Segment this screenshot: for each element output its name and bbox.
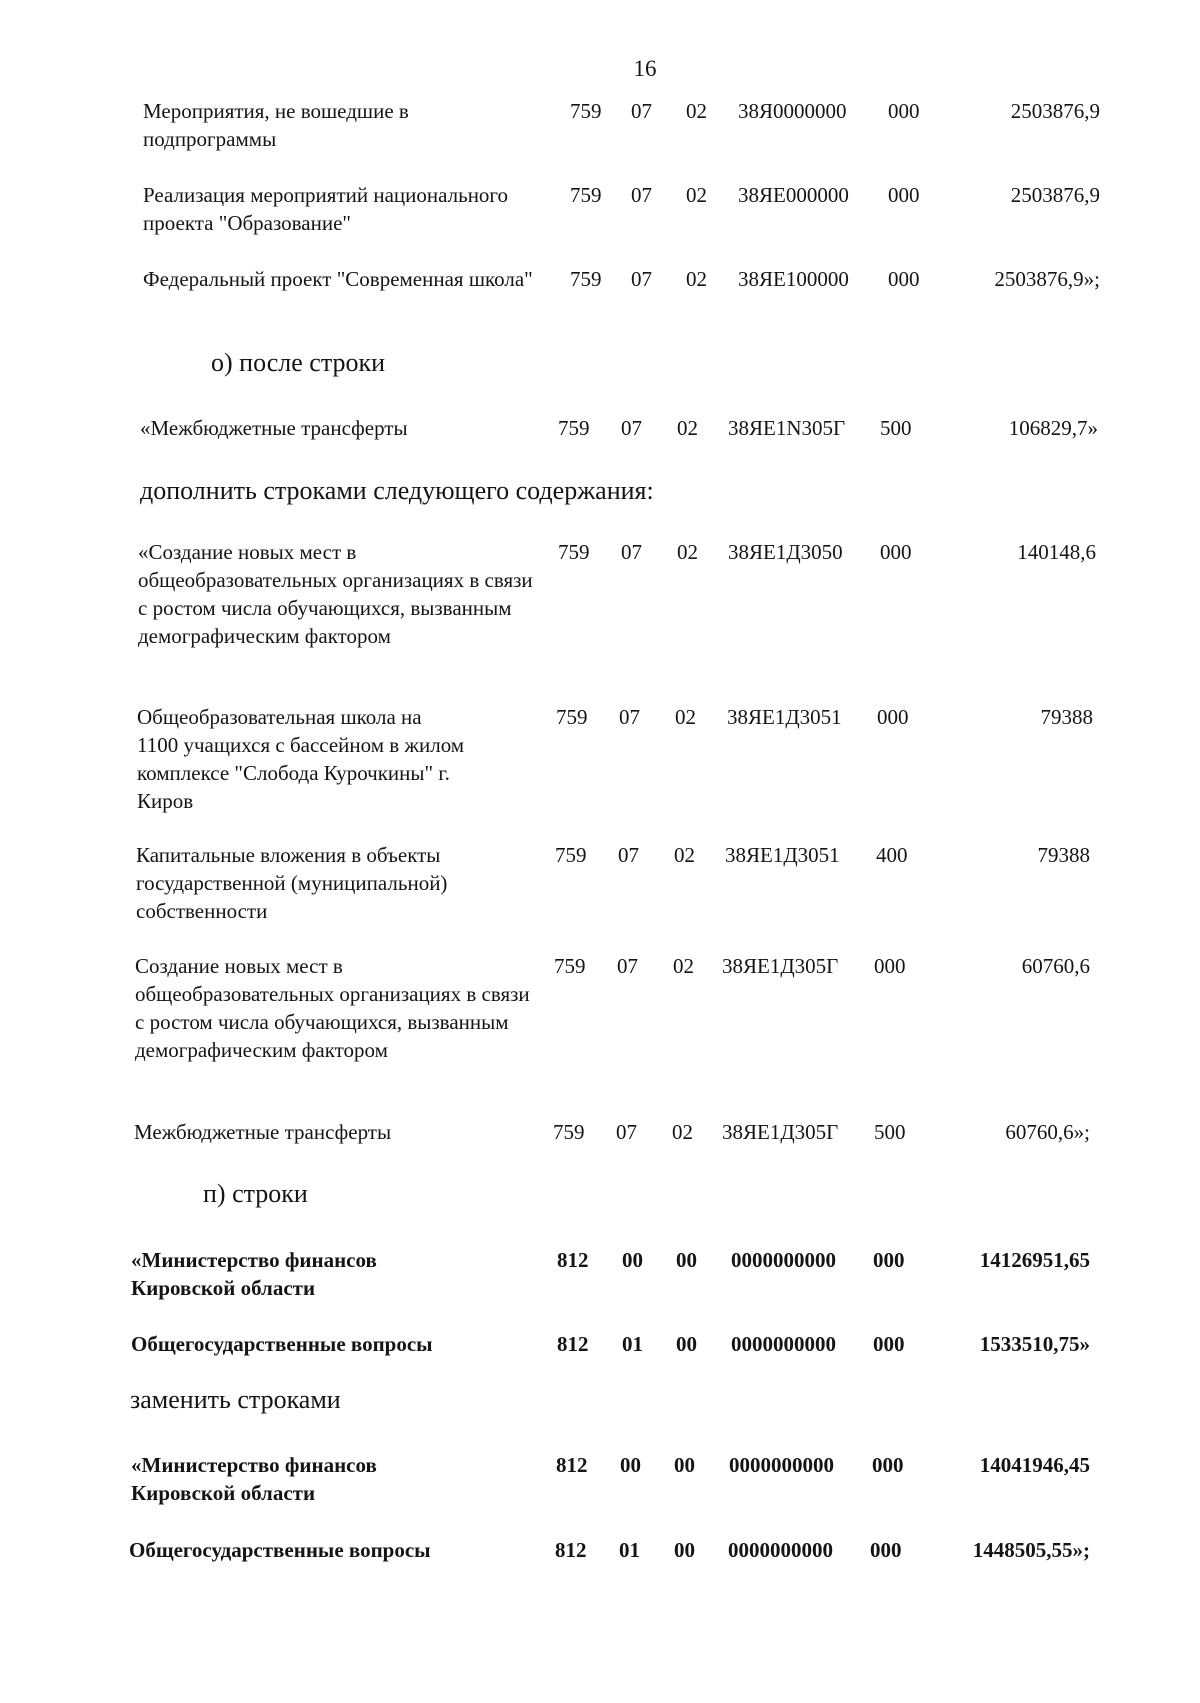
expense-type-code: 000 [870, 1538, 902, 1562]
target-article-code: 38ЯЕ1Д3051 [727, 705, 842, 729]
subsection-code: 02 [677, 540, 698, 564]
instruction-add-lines: дополнить строками следующего содержания: [140, 476, 654, 505]
subsection-code: 02 [677, 416, 698, 440]
target-article-code: 38ЯЕ1N305Г [728, 416, 846, 440]
amount-value: 2503876,9 [1010, 99, 1100, 123]
section-code: 01 [622, 1332, 643, 1356]
section-code: 00 [622, 1248, 643, 1272]
row-name: Реализация мероприятий национального проекта "Образование" [143, 183, 509, 235]
instruction-after-line: о) после строки [211, 348, 386, 377]
admin-code: 759 [556, 705, 588, 729]
admin-code: 812 [556, 1453, 588, 1477]
section-code: 01 [619, 1538, 640, 1562]
admin-code: 759 [553, 1120, 585, 1144]
section-code: 07 [621, 416, 642, 440]
admin-code: 759 [558, 416, 590, 440]
admin-code: 759 [554, 954, 586, 978]
amount-value: 1448505,55»; [972, 1538, 1090, 1562]
subsection-code: 02 [686, 99, 707, 123]
row-name: Межбюджетные трансферты [134, 1120, 392, 1144]
subsection-code: 02 [674, 843, 695, 867]
admin-code: 759 [558, 540, 590, 564]
amount-value: 60760,6»; [1005, 1120, 1090, 1144]
section-code: 07 [616, 1120, 637, 1144]
amount-value: 79388 [1037, 843, 1090, 867]
expense-type-code: 000 [888, 99, 920, 123]
amount-value: 79388 [1040, 705, 1093, 729]
subsection-code: 02 [673, 954, 694, 978]
admin-code: 812 [555, 1538, 587, 1562]
row-name: «Создание новых мест в общеобразовательных организациях в связи с ростом числа обучающихся, вызванным демографическим фактором [138, 540, 533, 648]
expense-type-code: 400 [876, 843, 908, 867]
row-name: Общегосударственные вопросы [129, 1538, 431, 1562]
section-code: 07 [619, 705, 640, 729]
admin-code: 759 [570, 267, 602, 291]
expense-type-code: 000 [874, 954, 906, 978]
subsection-code: 02 [686, 183, 707, 207]
row-name: «Министерство финансов Кировской области [131, 1248, 377, 1300]
amount-value: 14041946,45 [979, 1453, 1090, 1477]
subsection-code: 00 [674, 1538, 695, 1562]
section-code: 07 [617, 954, 638, 978]
page-number: 16 [633, 56, 657, 81]
target-article-code: 0000000000 [731, 1248, 836, 1272]
target-article-code: 38ЯЕ000000 [738, 183, 849, 207]
row-name: Федеральный проект "Современная школа" [143, 267, 533, 291]
section-code: 07 [621, 540, 642, 564]
section-code: 07 [631, 267, 652, 291]
subsection-code: 02 [675, 705, 696, 729]
amount-value: 106829,7» [1008, 416, 1098, 440]
subsection-code: 00 [674, 1453, 695, 1477]
target-article-code: 0000000000 [729, 1453, 834, 1477]
expense-type-code: 000 [888, 183, 920, 207]
amount-value: 2503876,9 [1010, 183, 1100, 207]
amount-value: 60760,6 [1021, 954, 1090, 978]
admin-code: 759 [570, 183, 602, 207]
instruction-lines: п) строки [203, 1179, 308, 1208]
amount-value: 2503876,9»; [994, 267, 1100, 291]
target-article-code: 38ЯЕ1Д3050 [728, 540, 843, 564]
row-name: «Министерство финансов Кировской области [131, 1453, 377, 1505]
subsection-code: 00 [676, 1248, 697, 1272]
instruction-replace-lines: заменить строками [130, 1385, 341, 1414]
expense-type-code: 000 [877, 705, 909, 729]
section-code: 07 [631, 183, 652, 207]
subsection-code: 00 [676, 1332, 697, 1356]
row-name: Общеобразовательная школа на 1100 учащихся с бассейном в жилом комплексе "Слобода Курочкины" г. Киров [137, 705, 465, 813]
target-article-code: 0000000000 [731, 1332, 836, 1356]
target-article-code: 38ЯЕ1Д305Г [722, 1120, 839, 1144]
expense-type-code: 500 [874, 1120, 906, 1144]
expense-type-code: 000 [880, 540, 912, 564]
amount-value: 14126951,65 [979, 1248, 1090, 1272]
target-article-code: 38ЯЕ1Д305Г [722, 954, 839, 978]
expense-type-code: 000 [872, 1453, 904, 1477]
admin-code: 812 [557, 1332, 589, 1356]
row-name: Общегосударственные вопросы [131, 1332, 433, 1356]
row-name: Мероприятия, не вошедшие в подпрограммы [143, 99, 409, 151]
amount-value: 140148,6 [1017, 540, 1096, 564]
admin-code: 759 [570, 99, 602, 123]
expense-type-code: 000 [873, 1248, 905, 1272]
expense-type-code: 500 [880, 416, 912, 440]
row-name: Создание новых мест в общеобразовательных организациях в связи с ростом числа обучающихся, вызванным демографическим фактором [135, 954, 530, 1062]
subsection-code: 02 [672, 1120, 693, 1144]
section-code: 07 [618, 843, 639, 867]
admin-code: 759 [555, 843, 587, 867]
expense-type-code: 000 [888, 267, 920, 291]
subsection-code: 02 [686, 267, 707, 291]
expense-type-code: 000 [873, 1332, 905, 1356]
target-article-code: 38ЯЕ1Д3051 [725, 843, 840, 867]
target-article-code: 38ЯЕ100000 [738, 267, 849, 291]
section-code: 07 [631, 99, 652, 123]
target-article-code: 0000000000 [728, 1538, 833, 1562]
amount-value: 1533510,75» [979, 1332, 1090, 1356]
section-code: 00 [620, 1453, 641, 1477]
row-name: «Межбюджетные трансферты [140, 416, 408, 440]
row-name: Капитальные вложения в объекты государственной (муниципальной) собственности [136, 843, 448, 923]
admin-code: 812 [557, 1248, 589, 1272]
target-article-code: 38Я0000000 [738, 99, 847, 123]
